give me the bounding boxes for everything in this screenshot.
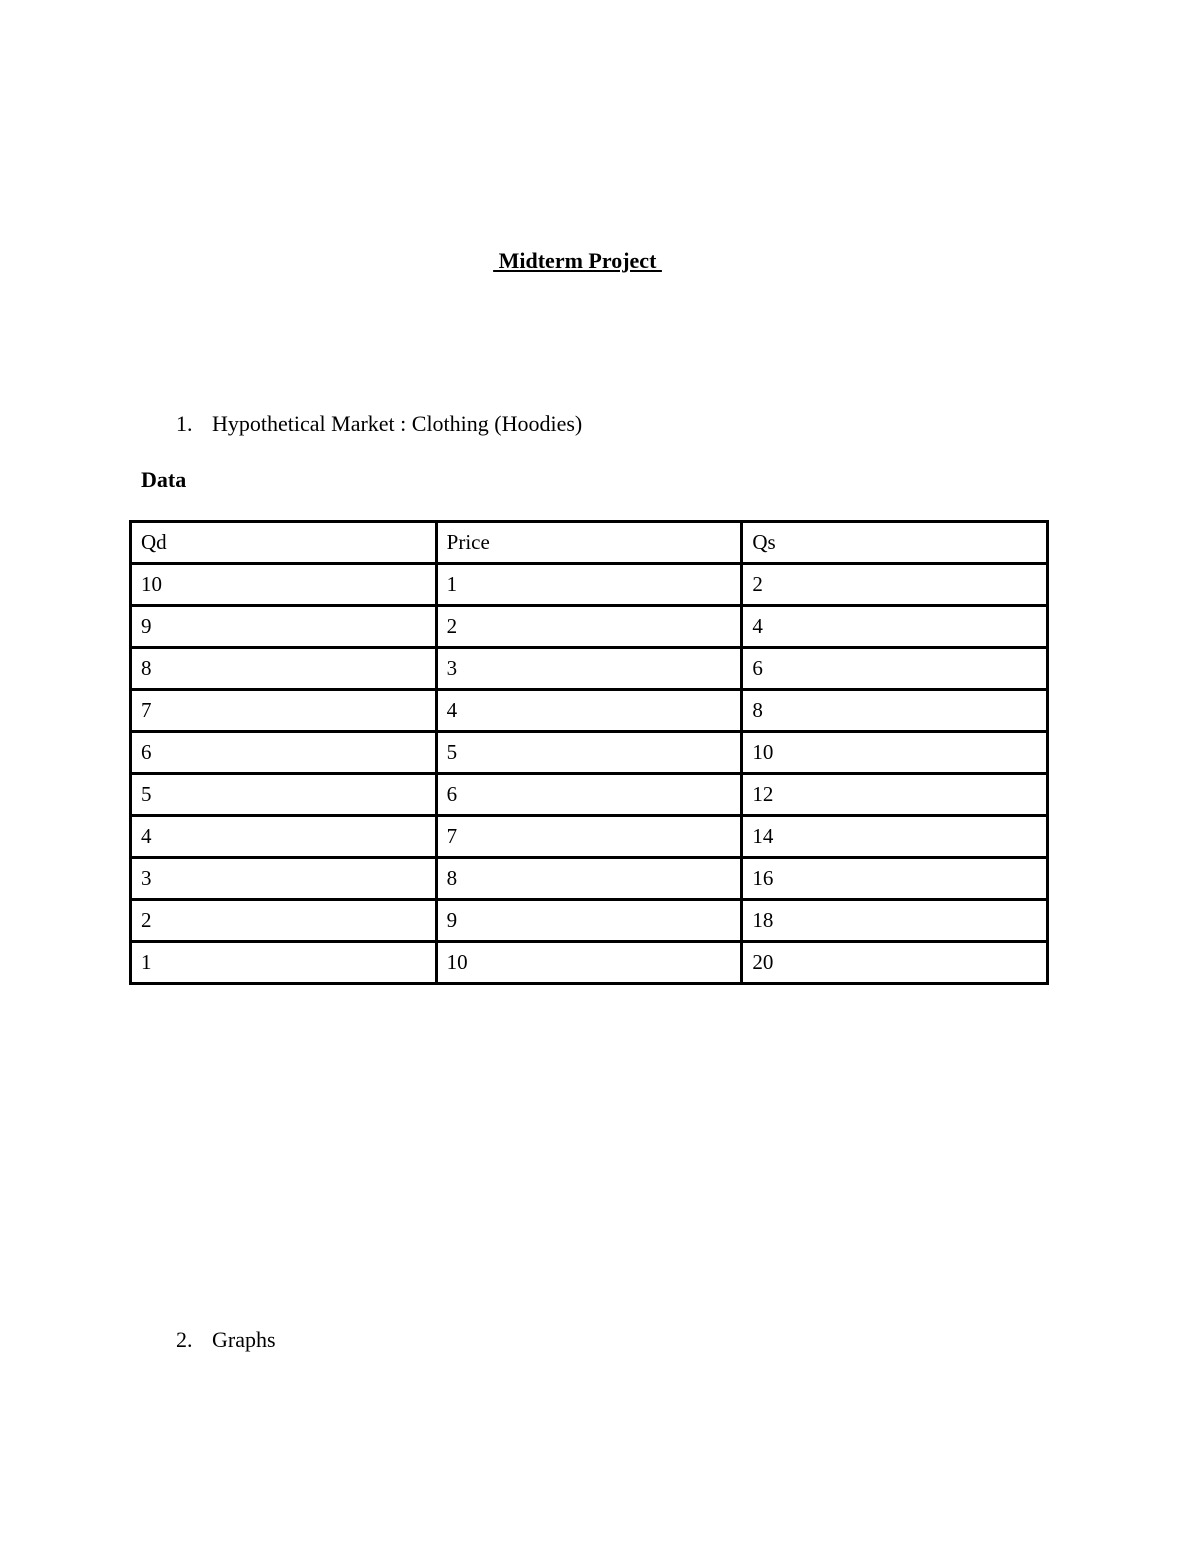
- cell-qs: 10: [742, 732, 1048, 774]
- cell-price: 6: [436, 774, 742, 816]
- cell-price: 7: [436, 816, 742, 858]
- table-row: [131, 648, 1048, 690]
- cell-qs: 12: [742, 774, 1048, 816]
- cell-qd: 7: [131, 690, 437, 732]
- cell-qd: 10: [131, 564, 437, 606]
- table-row: [131, 900, 1048, 942]
- cell-qs: 14: [742, 816, 1048, 858]
- list-item-graphs: [176, 1327, 276, 1353]
- list-item-text: Graphs: [212, 1327, 276, 1352]
- cell-price: 8: [436, 858, 742, 900]
- table-row: [131, 606, 1048, 648]
- header-price: Price: [436, 522, 742, 564]
- cell-qd: 2: [131, 900, 437, 942]
- data-table: [129, 520, 1049, 985]
- table-row: [131, 858, 1048, 900]
- table-row: [131, 816, 1048, 858]
- table-row: [131, 732, 1048, 774]
- list-item-market: [176, 411, 582, 437]
- cell-qd: 8: [131, 648, 437, 690]
- cell-price: 9: [436, 900, 742, 942]
- cell-qs: 8: [742, 690, 1048, 732]
- cell-qd: 5: [131, 774, 437, 816]
- cell-qd: 3: [131, 858, 437, 900]
- list-number: 1.: [176, 411, 193, 436]
- cell-qs: 2: [742, 564, 1048, 606]
- table-row: [131, 942, 1048, 984]
- cell-qs: 6: [742, 648, 1048, 690]
- cell-qd: 4: [131, 816, 437, 858]
- header-qs: Qs: [742, 522, 1048, 564]
- cell-price: 1: [436, 564, 742, 606]
- list-number: 2.: [176, 1327, 193, 1352]
- cell-qd: 1: [131, 942, 437, 984]
- cell-qs: 20: [742, 942, 1048, 984]
- table-row: [131, 774, 1048, 816]
- cell-price: 4: [436, 690, 742, 732]
- table-row: [131, 690, 1048, 732]
- cell-qd: 6: [131, 732, 437, 774]
- cell-price: 2: [436, 606, 742, 648]
- cell-price: 10: [436, 942, 742, 984]
- cell-price: 5: [436, 732, 742, 774]
- page-title: Midterm Project: [493, 248, 662, 273]
- cell-qs: 18: [742, 900, 1048, 942]
- cell-qs: 16: [742, 858, 1048, 900]
- table-row: [131, 564, 1048, 606]
- cell-price: 3: [436, 648, 742, 690]
- data-heading: Data: [141, 467, 187, 492]
- header-qd: Qd: [131, 522, 437, 564]
- cell-qs: 4: [742, 606, 1048, 648]
- table-header-row: [131, 522, 1048, 564]
- cell-qd: 9: [131, 606, 437, 648]
- list-item-text: Hypothetical Market : Clothing (Hoodies): [212, 411, 583, 436]
